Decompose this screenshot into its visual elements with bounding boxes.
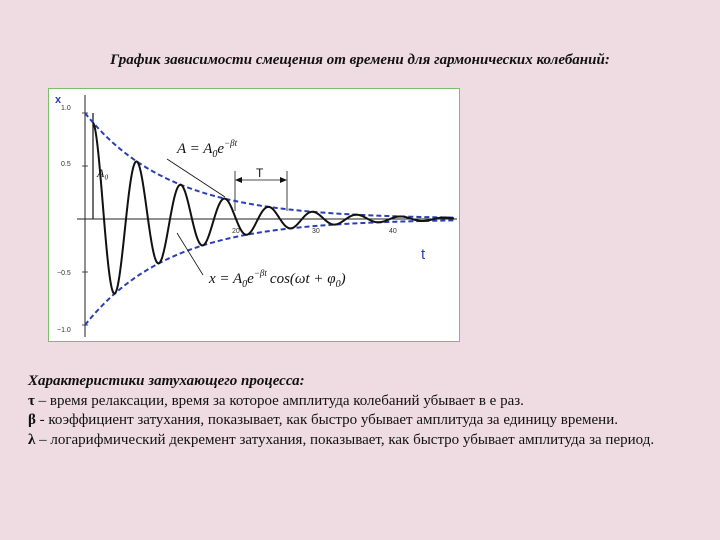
lambda-definition — [28, 431, 704, 451]
page-title: График зависимости смещения от времени для гармонических колебаний: — [110, 52, 610, 68]
damped-oscillation-figure — [48, 88, 460, 342]
beta-text: - коэффициент затухания, показывает, как быстро убывает амплитуда за единицу времени. — [35, 412, 618, 428]
x-tick-label: 40 — [389, 228, 397, 235]
y-axis-label: x — [55, 94, 62, 106]
tau-text: – время релаксации, время за которое амплитуда колебаний убывает в е раз. — [34, 392, 524, 409]
tau-symbol: τ — [28, 392, 35, 409]
y-tick-label: −1.0 — [57, 327, 71, 334]
period-label: T — [256, 166, 264, 180]
amplitude-label: A₀ — [97, 166, 109, 180]
y-tick-label: 1.0 — [61, 105, 71, 112]
beta-definition — [28, 411, 704, 431]
x-axis-label: t — [421, 246, 426, 263]
y-tick-label: 0.5 — [61, 161, 71, 168]
section-heading: Характеристики затухающего процесса: — [28, 373, 305, 389]
tau-definition — [28, 392, 704, 412]
lambda-symbol: λ — [28, 431, 36, 448]
y-tick-label: −0.5 — [57, 270, 71, 277]
damped-oscillation-plot — [49, 89, 461, 343]
x-tick-label: 20 — [232, 228, 240, 235]
upper-envelope-curve — [85, 113, 454, 218]
signal-formula: $x = A_0e^{-\beta t}$ $\cos(\omega t + \varphi_0)$ — [209, 268, 346, 290]
lambda-text: – логарифмический декремент затухания, показывает, как быстро убывает амплитуда за период. — [35, 431, 655, 448]
envelope-formula: $A = A_0e^{-\beta t}$ — [177, 138, 238, 160]
beta-symbol: β — [28, 412, 36, 428]
characteristics-section — [28, 372, 704, 450]
x-tick-label: 30 — [312, 228, 320, 235]
